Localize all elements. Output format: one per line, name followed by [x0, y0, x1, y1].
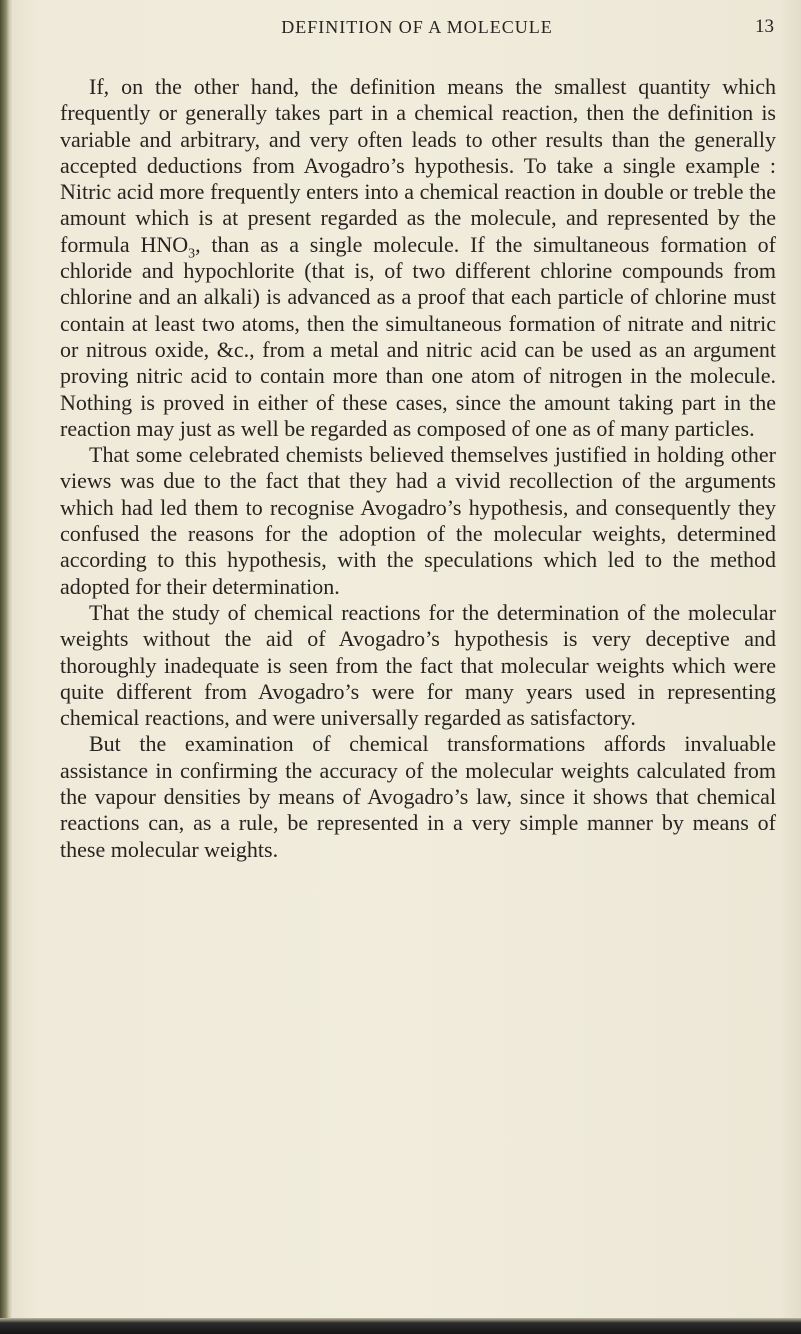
running-head — [60, 16, 774, 42]
paragraph-1-text-before-formula: If, on the other hand, the definition means the smallest quantity which frequently or generally takes part in a chemical reaction, then the definition is variable and arbitrary, and very often leads to other results than the generally accepted deductions from Avogadro’s hypothesis. To take a single example : Nitric acid more frequently enters into a chemical reaction in double or treble the amount which is at present regarded as the molecule, and represented by the formula — [60, 74, 776, 257]
paragraph-4: But the examination of chemical transformations affords invaluable assistance in confirming the accuracy of the molecular weights calculated from the vapour densities by means of Avogadro’s law, since it shows that chemical reactions can, as a rule, be represented in a very simple manner by means of these molecular weights. — [60, 731, 776, 862]
paragraph-3: That the study of chemical reactions for the determination of the molecular weights without the aid of Avogadro’s hypothesis is very deceptive and thoroughly inadequate is seen from the fact that molecular weights which were quite different from Avogadro’s were for many years used in representing chemical reactions, and were universally regarded as satisfactory. — [60, 599, 776, 731]
running-head-title: DEFINITION OF A MOLECULE — [281, 17, 553, 37]
page-number: 13 — [755, 16, 774, 37]
page-bottom-edge — [0, 1318, 801, 1334]
body-text — [60, 74, 776, 863]
formula-subscript: 3 — [188, 246, 196, 262]
paragraph-1 — [60, 74, 776, 442]
paragraph-2: That some celebrated chemists believed themselves justified in holding other views was due to the fact that they had a vivid recollection of the arguments which had led them to recognise Avogadro’s hypothesis, and consequently they confused the reasons for the adoption of the molecular weights, determined according to this hypothesis, with the speculations which led to the method adopted for their determination. — [60, 442, 776, 599]
chemical-formula — [140, 231, 196, 262]
paragraph-1-text-after-formula: , than as a single molecule. If the simultaneous formation of chloride and hypochlorite (that is, of two different chlorine compounds from chlorine and an alkali) is advanced as a proof that each particle of chlorine must contain at least two atoms, then the simultaneous formation of nitrate and nitric or nitrous oxide, &c., from a metal and nitric acid can be used as an argument proving nitric acid to contain more than one atom of nitrogen in the molecule. Nothing is proved in either of these cases, since the amount taking part in the reaction may just as well be regarded as composed of one as of many particles. — [60, 231, 776, 441]
formula-main: HNO — [140, 231, 189, 257]
book-binding-edge — [0, 0, 12, 1334]
